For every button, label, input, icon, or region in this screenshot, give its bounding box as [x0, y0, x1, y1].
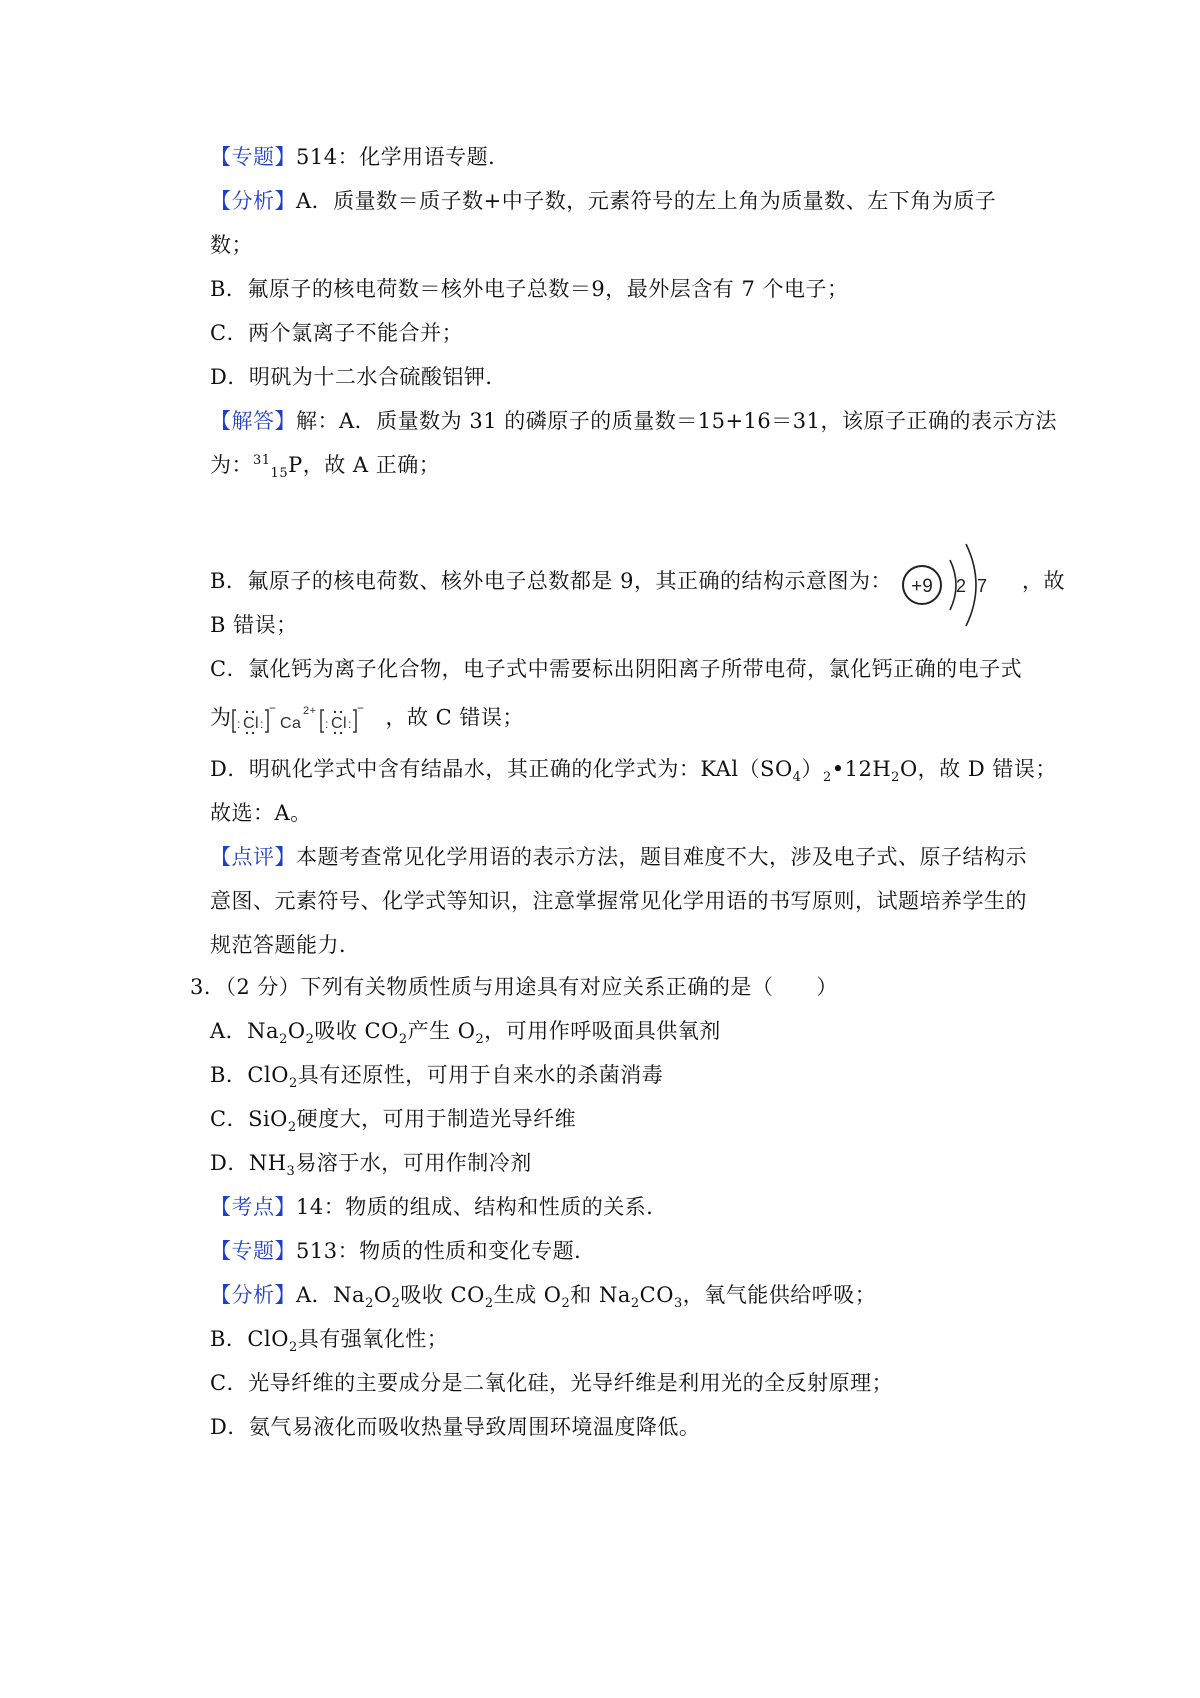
chloride-left: Cl: [242, 715, 259, 732]
sub-2: 2: [288, 1076, 298, 1092]
calcium-ion: Ca: [279, 715, 301, 732]
atomic-number: 15: [270, 466, 289, 482]
sub-2: 2: [279, 1032, 288, 1048]
q3-fenxi-line: [210, 1280, 876, 1310]
sub-3: 3: [286, 1164, 296, 1180]
opt-c-part: 硬度大，可用于制造光导纤维: [296, 1107, 577, 1131]
q2-fenxi-c: C．两个氯离子不能合并；: [210, 321, 464, 345]
fenxi-tag: 【分析】: [210, 189, 296, 213]
q2-zhuanti-text: 514：化学用语专题．: [296, 145, 510, 169]
q2-fenxi-a-cont: 数；: [210, 233, 253, 257]
kaodian-tag: 【考点】: [210, 1195, 296, 1219]
q3-option-b: [210, 1060, 663, 1090]
q2-fenxi-a-text: A．质量数＝质子数+中子数，元素符号的左上角为质量数、左下角为质子: [296, 189, 997, 213]
q2-zhuanti-line: [210, 142, 510, 172]
sub-2: 2: [305, 1032, 315, 1048]
zhuanti-tag: 【专题】: [210, 145, 296, 169]
q2-jieda-c: C．氯化钙为离子化合物，电子式中需要标出阴阳离子所带电荷，氯化钙正确的电子式: [210, 657, 1023, 681]
q2-dianping-line: [210, 842, 1027, 872]
q3-fenxi-b: [210, 1324, 448, 1354]
fenxi-b-part: B．ClO: [210, 1327, 289, 1351]
jieda-b-suffix: ，故: [1021, 569, 1065, 593]
q2-dianping-text: 本题考查常见化学用语的表示方法，题目难度不大，涉及电子式、原子结构示: [296, 845, 1027, 869]
q2-jieda-b-cont: B 错误；: [210, 613, 298, 637]
sub-4: 4: [792, 770, 802, 786]
jieda-d-part1: D．明矾化学式中含有结晶水，其正确的化学式为：KAl（SO: [210, 757, 793, 781]
sub-2: 2: [391, 1296, 401, 1312]
q2-dianping-cont-2: 规范答题能力．: [210, 933, 361, 957]
fenxi-a-part: ，氧气能供给呼吸；: [682, 1283, 877, 1307]
q2-jieda-a-text: 解：A．质量数为 31 的磷原子的质量数＝15+16＝31，该原子正确的表示方法: [296, 409, 1057, 433]
sub-2: 2: [398, 1032, 408, 1048]
opt-c-part: C．SiO: [210, 1107, 288, 1131]
sub-2: 2: [561, 1296, 571, 1312]
calcium-charge: 2+: [302, 705, 317, 717]
sub-2: 2: [484, 1296, 494, 1312]
sub-2: 2: [630, 1296, 640, 1312]
jieda-c-prefix: 为: [210, 705, 232, 730]
q3-option-c: [210, 1104, 576, 1134]
opt-b-part: B．ClO: [210, 1063, 289, 1087]
opt-a-part: 产生 O: [407, 1019, 476, 1043]
q2-jieda-a-cont: [210, 450, 440, 480]
q3-kaodian-line: [210, 1192, 668, 1222]
q3-zhuanti-line: [210, 1236, 596, 1266]
jieda-tag: 【解答】: [210, 409, 296, 433]
opt-a-part: 吸收 CO: [314, 1019, 399, 1043]
fenxi-tag: 【分析】: [210, 1283, 296, 1307]
q3-zhuanti-text: 513：物质的性质和变化专题．: [296, 1239, 596, 1263]
q2-answer: 故选：A。: [210, 801, 312, 825]
fenxi-a-part: A．Na: [296, 1283, 366, 1307]
jieda-a-prefix: 为：: [210, 453, 253, 477]
opt-d-part: 易溶于水，可用作制冷剂: [295, 1151, 532, 1175]
nucleus-charge: +9: [911, 576, 933, 597]
chloride-right-charge: −: [356, 702, 365, 715]
dianping-tag: 【点评】: [210, 845, 296, 869]
q3-stem: 3．（2 分）下列有关物质性质与用途具有对应关系正确的是（ ）: [190, 975, 838, 999]
jieda-d-part3: •12H: [831, 757, 892, 781]
sub-2: 2: [475, 1032, 485, 1048]
q2-fenxi-line: [210, 186, 996, 216]
svg-text::: :: [347, 717, 352, 731]
sub-2: 2: [822, 770, 832, 786]
fenxi-a-part: 生成 O: [493, 1283, 562, 1307]
opt-d-part: D．NH: [210, 1151, 287, 1175]
jieda-d-part4: O，故 D 错误；: [899, 757, 1057, 781]
sub-2: 2: [288, 1340, 298, 1356]
sub-2: 2: [365, 1296, 374, 1312]
jieda-a-suffix: P，故 A 正确；: [288, 453, 441, 477]
q3-fenxi-d: D．氨气易液化而吸收热量导致周围环境温度降低。: [210, 1415, 701, 1439]
zhuanti-tag: 【专题】: [210, 1239, 296, 1263]
jieda-c-suffix: ，故 C 错误；: [385, 705, 524, 730]
q3-fenxi-c: C．光导纤维的主要成分是二氧化硅，光导纤维是利用光的全反射原理；: [210, 1371, 894, 1395]
fenxi-a-part: CO: [639, 1283, 674, 1307]
calcium-chloride-electron-formula: [232, 702, 386, 736]
fenxi-a-part: 和 Na: [570, 1283, 631, 1307]
q2-fenxi-b: B．氟原子的核电荷数＝核外电子总数＝9，最外层含有 7 个电子；: [210, 277, 849, 301]
opt-a-part: ，可用作呼吸面具供氧剂: [484, 1019, 721, 1043]
svg-text::: :: [236, 717, 241, 731]
q3-option-d: [210, 1148, 532, 1178]
fenxi-a-part: 吸收 CO: [400, 1283, 485, 1307]
mass-number: 31: [253, 453, 271, 468]
shell-1-electrons: 2: [955, 576, 967, 596]
jieda-d-part2: ）: [801, 757, 823, 781]
q3-kaodian-text: 14：物质的组成、结构和性质的关系．: [296, 1195, 668, 1219]
fenxi-b-part: 具有强氧化性；: [297, 1327, 449, 1351]
opt-a-part: A．Na: [210, 1019, 280, 1043]
chloride-right: Cl: [330, 715, 347, 732]
opt-b-part: 具有还原性，可用于自来水的杀菌消毒: [297, 1063, 664, 1087]
chloride-left-charge: −: [268, 702, 277, 715]
svg-text::: :: [259, 717, 264, 731]
q2-jieda-d: [210, 754, 1057, 784]
sub-2: 2: [287, 1120, 297, 1136]
fenxi-a-part: O: [373, 1283, 392, 1307]
jieda-b-text: B．氟原子的核电荷数、核外电子总数都是 9，其正确的结构示意图为：: [210, 569, 892, 593]
svg-text::: :: [324, 717, 329, 731]
q3-option-a: [210, 1016, 721, 1046]
q2-dianping-cont-1: 意图、元素符号、化学式等知识，注意掌握常见化学用语的书写原则，试题培养学生的: [210, 889, 1027, 913]
shell-2-electrons: 7: [976, 576, 988, 596]
sub-3: 3: [673, 1296, 683, 1312]
q2-jieda-b-line: [210, 566, 1065, 596]
opt-a-part: O: [287, 1019, 306, 1043]
sub-2: 2: [891, 770, 900, 786]
q2-jieda-c-cont: [210, 702, 524, 736]
q2-jieda-line: [210, 406, 1057, 436]
q2-fenxi-d: D．明矾为十二水合硫酸铝钾．: [210, 365, 507, 389]
